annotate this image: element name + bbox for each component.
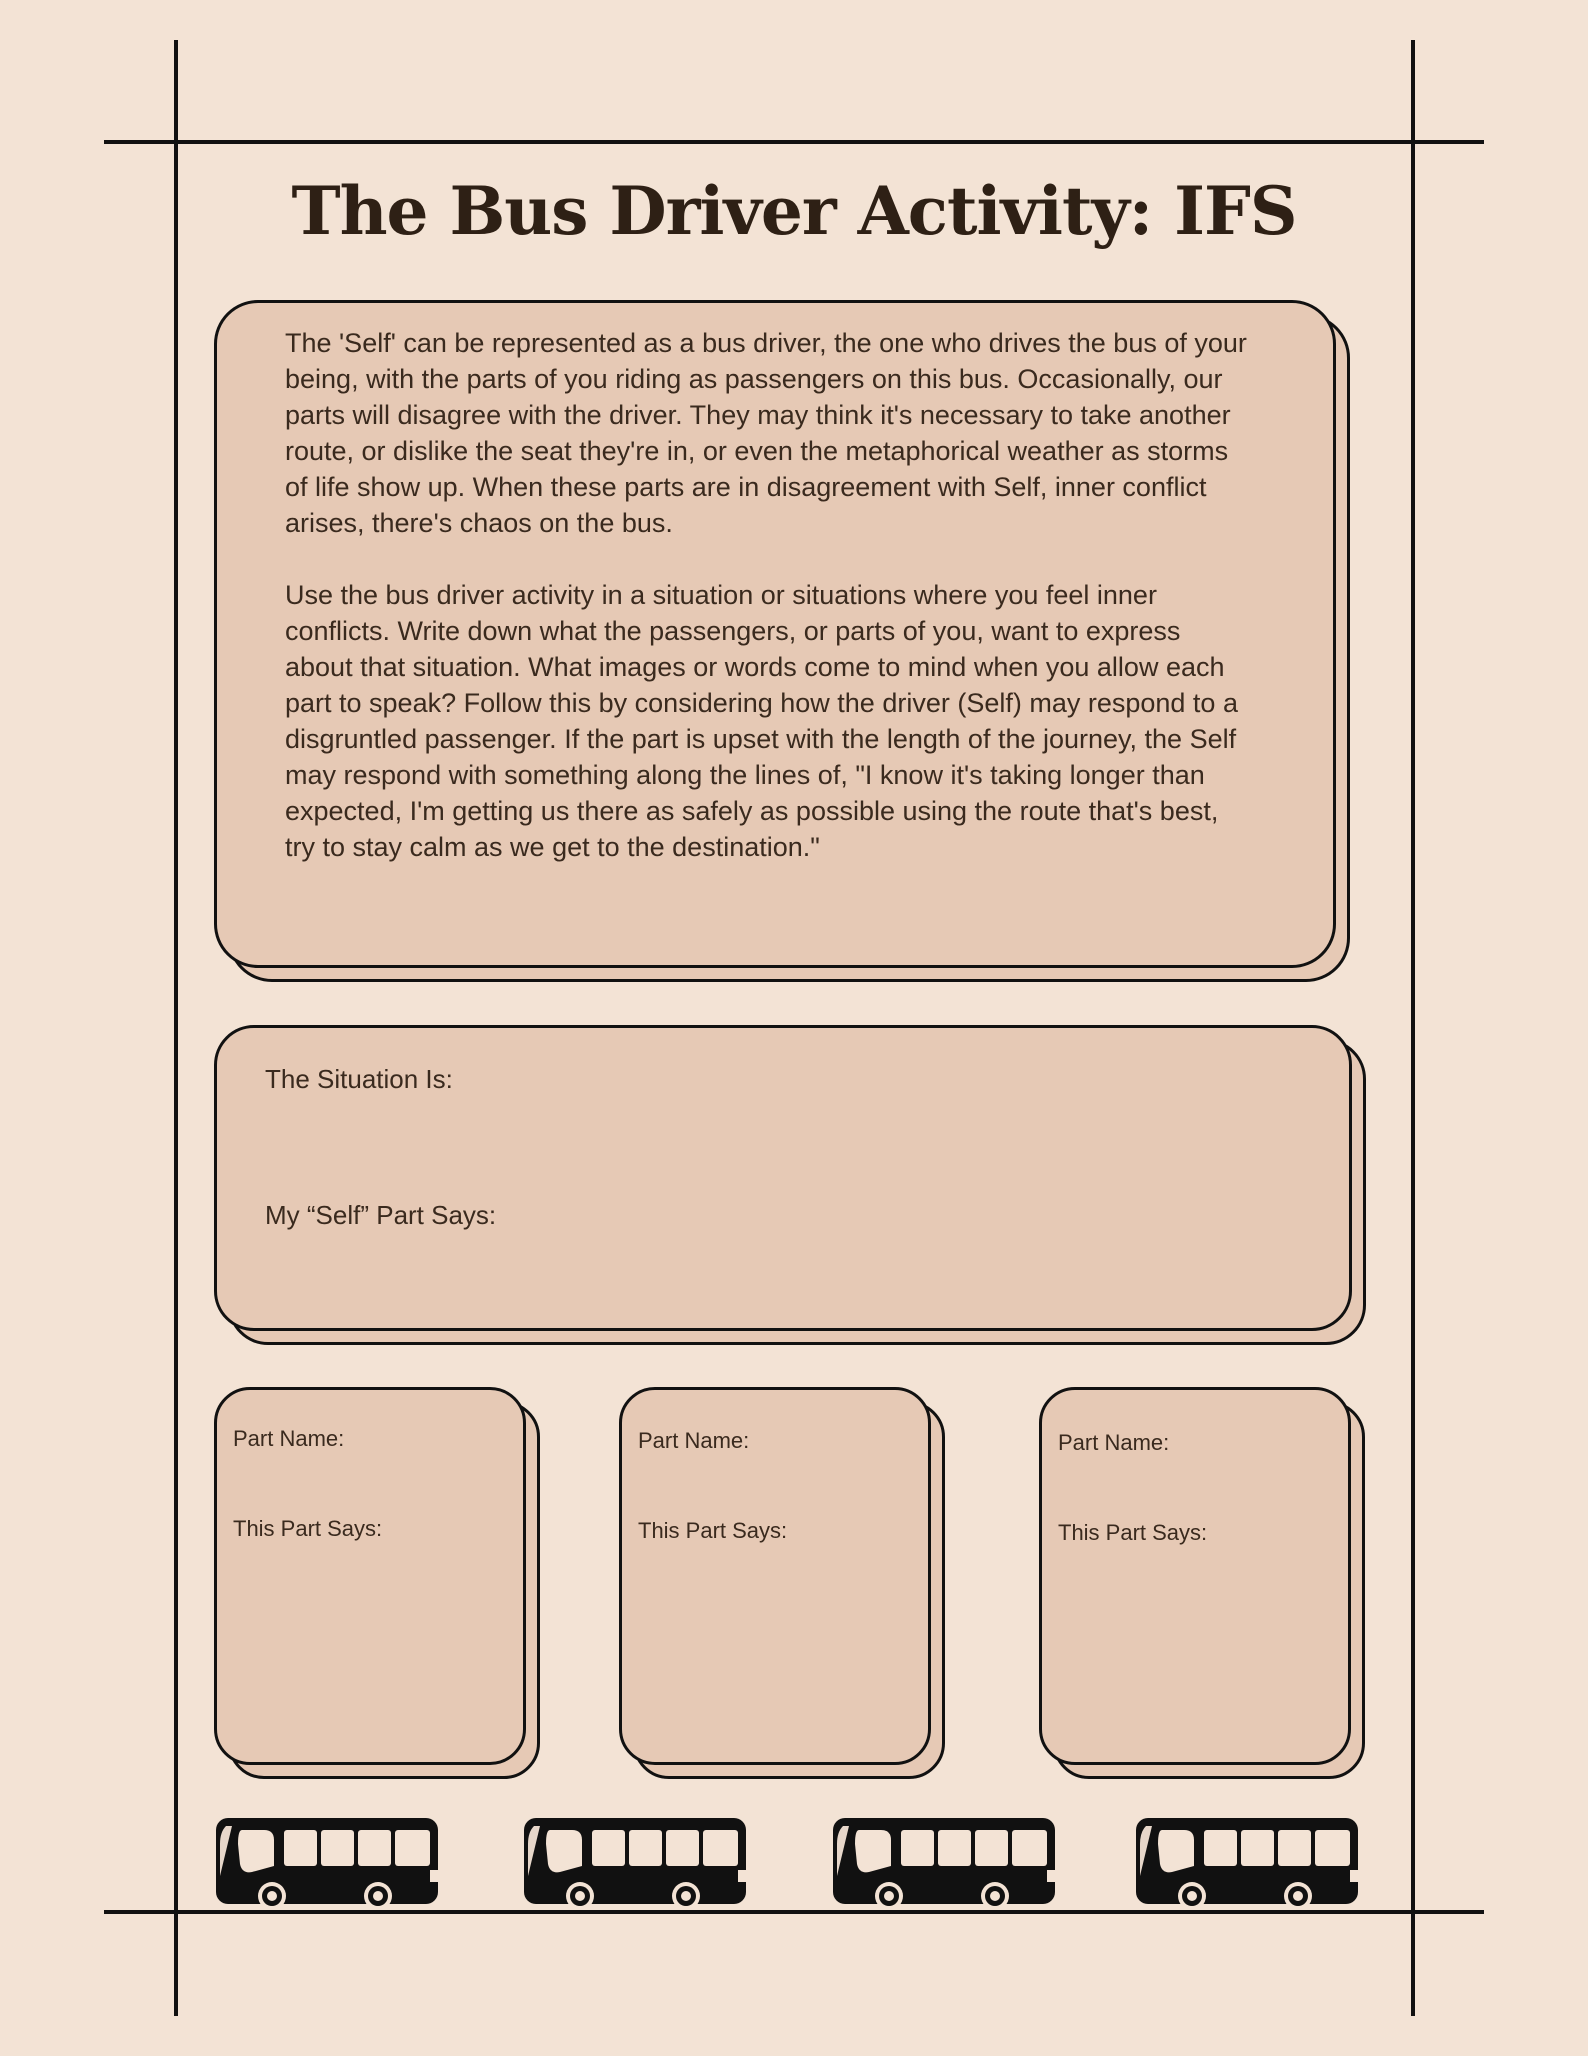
frame-line-top — [104, 140, 1484, 144]
part-card-face — [1039, 1387, 1351, 1765]
part-card-2 — [619, 1387, 931, 1765]
frame-line-right — [1411, 40, 1415, 2016]
situation-card-face — [214, 1025, 1352, 1331]
part-card-1 — [214, 1387, 526, 1765]
intro-paragraph-2: Use the bus driver activity in a situation or situations where you feel inner conflicts. Write down what the passengers, or parts of you, want to express about that situation. What images or words come to mind when you allow each part to speak? Follow this by considering how the driver (Self) may respond to a disgruntled passenger. If the part is upset with the length of the journey, the Self may respond with something along the lines of, "I know it's taking longer than expected, I'm getting us there as safely as possible using the route that's best, try to stay calm as we get to the destination." — [285, 580, 1238, 862]
part-card-face — [619, 1387, 931, 1765]
situation-label: The Situation Is: — [265, 1064, 453, 1094]
part-says-label: This Part Says: — [638, 1518, 788, 1543]
bus-icon — [520, 1814, 750, 1910]
bus-icon — [829, 1814, 1059, 1910]
part-name-label: Part Name: — [1058, 1430, 1170, 1455]
bus-icon — [1132, 1814, 1362, 1910]
part-name-label: Part Name: — [233, 1426, 345, 1451]
frame-line-left — [174, 40, 178, 2016]
page-title: The Bus Driver Activity: IFS — [291, 172, 1297, 250]
part-card-face — [214, 1387, 526, 1765]
part-says-label: This Part Says: — [1058, 1520, 1208, 1545]
part-card-3 — [1039, 1387, 1351, 1765]
intro-card-face — [214, 300, 1336, 968]
part-name-label: Part Name: — [638, 1428, 750, 1453]
frame-line-bottom — [104, 1910, 1484, 1914]
bus-icon — [212, 1814, 442, 1910]
part-says-label: This Part Says: — [233, 1516, 383, 1541]
intro-paragraph-1: The 'Self' can be represented as a bus driver, the one who drives the bus of your being, with the parts of you riding as passengers on this bus. Occasionally, our parts will disagree with the driver. They may think it's necessary to take another route, or dislike the seat they're in, or even the metaphorical weather as storms of life show up. When these parts are in disagreement with Self, inner conflict arises, there's chaos on the bus. — [285, 328, 1247, 538]
situation-card — [214, 1025, 1352, 1331]
self-part-label: My “Self” Part Says: — [265, 1200, 497, 1230]
intro-card — [214, 300, 1336, 968]
